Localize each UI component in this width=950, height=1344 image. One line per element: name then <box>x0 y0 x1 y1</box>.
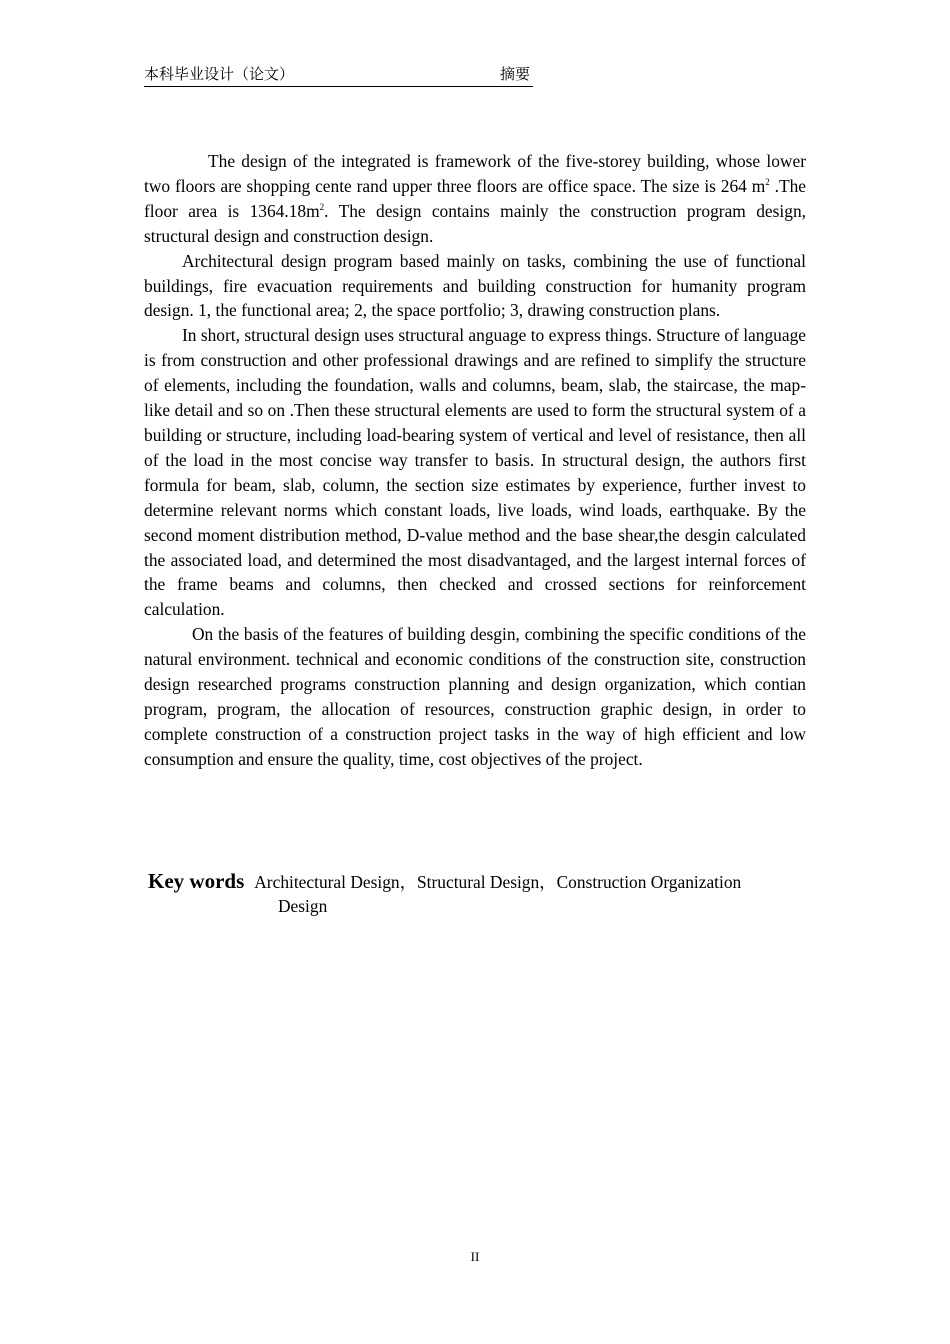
p1-text-a: The design of the integrated is framework of the five-storey building, whose lower two floors are shopping cente rand upper three floors are office space. The size is 264 m <box>144 151 806 196</box>
abstract-body <box>144 149 806 772</box>
header-thesis-title: 本科毕业设计（论文） <box>144 67 295 83</box>
keywords-block <box>148 869 808 918</box>
page-number: II <box>470 1249 480 1264</box>
keywords-line-2: Design <box>278 896 328 916</box>
abstract-paragraph-3: In short, structural design uses structural anguage to express things. Structure of language is from construction and other professional drawings and are refined to simplify the structure of elements, including the foundation, walls and columns, beam, slab, the staircase, the map-like detail and so on .Then these structural elements are used to form the structural system of a building or structure, including load-bearing system of vertical and level of resistance, then all of the load in the most concise way transfer to basis. In structural design, the authors first formula for beam, slab, column, the section size estimates by experience, further invest to determine relevant norms which constant loads, live loads, wind loads, earthquake. By the second moment distribution method, D-value method and the base shear,the desgin calculated the associated load, and determined the most disadvantaged, and the largest internal forces of the frame beams and columns, then checked and crossed sections for reinforcement calculation. <box>144 325 806 620</box>
abstract-paragraph-1 <box>144 149 806 249</box>
abstract-paragraph-2: Architectural design program based mainly on tasks, combining the use of functional buildings, fire evacuation requirements and building construction for humanity program design. 1, the functional area; 2, the space portfolio; 3, drawing construction plans. <box>144 250 806 321</box>
running-header <box>144 66 533 87</box>
keywords-list: Architectural Design，Structural Design，Construction Organization <box>254 872 742 892</box>
p1-text-c: . The design contains mainly the construction program design, structural design and construction design. <box>144 200 806 246</box>
p1-superscript-1: 2 <box>765 176 770 187</box>
keywords-line-1 <box>148 869 808 894</box>
header-section-title: 摘要 <box>500 67 531 83</box>
p1-superscript-2: 2 <box>319 201 325 212</box>
abstract-paragraph-4: On the basis of the features of building desgin, combining the specific conditions of the natural environment. technical and economic conditions of the construction site, construction design researched programs construction planning and design organization, which contian program, program, the allocation of resources, construction graphic design, in order to complete construction of a construction project tasks in the way of high efficient and low consumption and ensure the quality, time, cost objectives of the project. <box>144 624 806 769</box>
keywords-label: Key words <box>148 869 245 893</box>
p1-text-b: .The floor area is 1364.18m <box>144 175 806 221</box>
